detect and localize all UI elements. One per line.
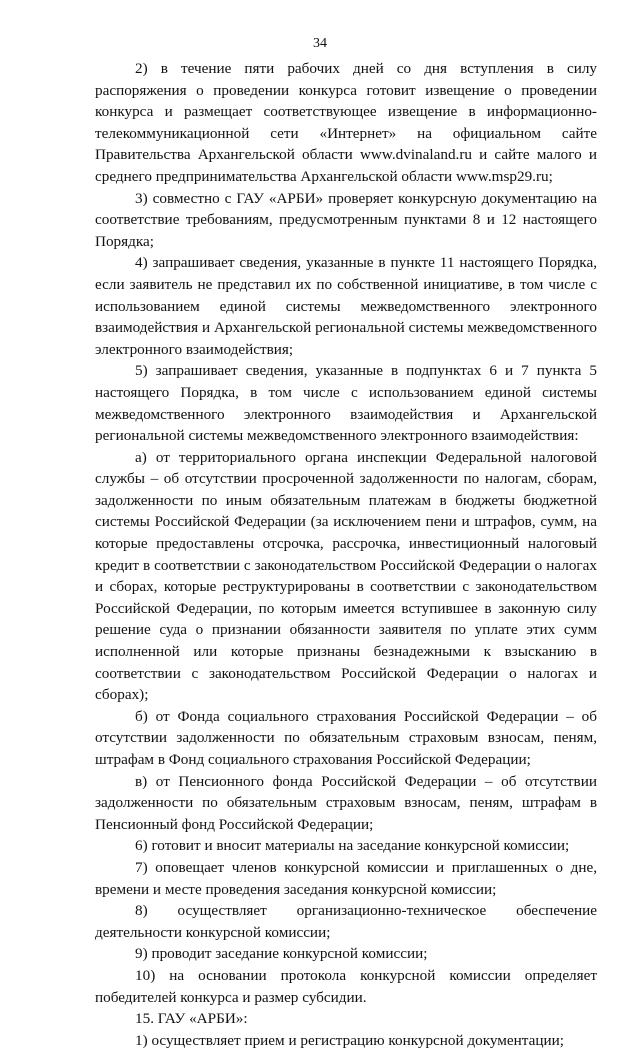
section-heading-15: 15. ГАУ «АРБИ»: bbox=[135, 1010, 248, 1028]
paragraph-item-6: 6) готовит и вносит материалы на заседание конкурсной комиссии; bbox=[135, 837, 570, 855]
subparagraph-a: а) от территориального органа инспекции Федеральной налоговой службы – об отсутствии просроченной задолженности по налогам, сборам, задолженности по иным обязательным платежам в бюджеты бюджетной системы Российской Федерации (за исключением пени и штрафов, сумм, на которые предоставлены отсрочка, рассрочка, инвестиционный налоговый кредит в соответствии с законодательством Российской Федерации о налогах и сборах, которые реструктурированы в соответствии с законодательством Российской Федерации, по которым имеется вступившее в законную силу решение суда о признании обязанности заявителя по уплате этих сумм исполненной или которые признаны безнадежными к взысканию в соответствии с законодательством Российской Федерации о налогах и сборах); bbox=[95, 448, 597, 704]
paragraph-item-9: 9) проводит заседание конкурсной комиссии; bbox=[135, 945, 428, 963]
paragraph-item-2: 2) в течение пяти рабочих дней со дня вступления в силу распоряжения о проведении конкурса готовит извещение о проведении конкурса и размещает соответствующее извещение в информационно-телекоммуникационной сети «Интернет» на официальном сайте Правительства Архангельской области www.dvinaland.ru и сайте малого и среднего предпринимательства Архангельской области www.msp29.ru; bbox=[95, 60, 597, 185]
page-number: 34 bbox=[313, 36, 327, 51]
subparagraph-b: б) от Фонда социального страхования Российской Федерации – об отсутствии задолженности по обязательным страховым взносам, пеням, штрафам в Фонд социального страхования Российской Федерации; bbox=[95, 707, 597, 768]
paragraph-item-4: 4) запрашивает сведения, указанные в пункте 11 настоящего Порядка, если заявитель не представил их по собственной инициативе, в том числе с использованием единой системы межведомственного электронного взаимодействия и Архангельской региональной системы межведомственного электронного взаимодействия; bbox=[95, 254, 597, 358]
paragraph-item-8: 8) осуществляет организационно-техническое обеспечение деятельности конкурсной комиссии; bbox=[95, 902, 597, 941]
paragraph-item-7: 7) оповещает членов конкурсной комиссии и приглашенных о дне, времени и месте проведения заседания конкурсной комиссии; bbox=[95, 858, 597, 898]
document-body bbox=[95, 58, 597, 1051]
paragraph-item-10: 10) на основании протокола конкурсной комиссии определяет победителей конкурса и размер субсидии. bbox=[95, 966, 597, 1006]
paragraph-item-15-1: 1) осуществляет прием и регистрацию конкурсной документации; bbox=[135, 1031, 564, 1049]
paragraph-item-5: 5) запрашивает сведения, указанные в подпунктах 6 и 7 пункта 5 настоящего Порядка, в том числе с использованием единой системы межведомственного электронного взаимодействия и Архангельской региональной системы межведомственного электронного взаимодействия: bbox=[95, 362, 597, 445]
paragraph-item-3: 3) совместно с ГАУ «АРБИ» проверяет конкурсную документацию на соответствие требованиям, предусмотренным пунктами 8 и 12 настоящего Порядка; bbox=[95, 189, 597, 250]
subparagraph-v: в) от Пенсионного фонда Российской Федерации – об отсутствии задолженности по обязательным страховым взносам, пеням, штрафам в Пенсионный фонд Российской Федерации; bbox=[95, 772, 597, 833]
